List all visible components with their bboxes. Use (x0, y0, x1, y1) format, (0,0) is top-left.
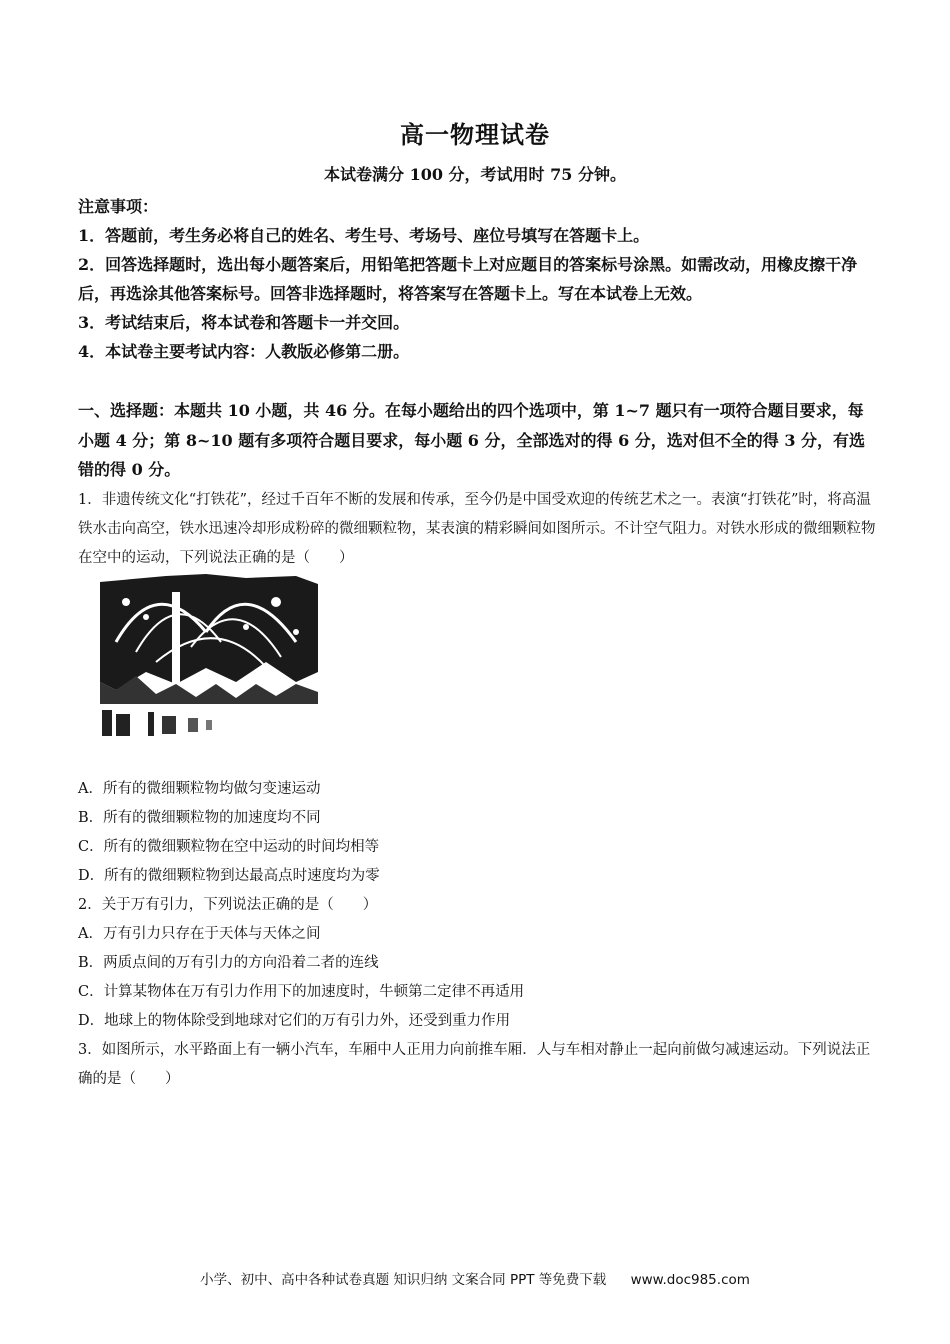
question-3-stem: 3．如图所示，水平路面上有一辆小汽车，车厢中人正用力向前推车厢．人与车相对静止一起向前做匀减速运动。下列说法正确的是（ ） (78, 1042, 871, 1087)
exam-subtitle: 本试卷满分 100 分，考试用时 75 分钟。 (324, 165, 626, 184)
question-1-stem: 1．非遗传统文化“打铁花”，经过千百年不断的发展和传承，至今仍是中国受欢迎的传统艺术之一。表演“打铁花”时，将高温铁水击向高空，铁水迅速冷却形成粉碎的微细颗粒物，某表演的精彩瞬间如图所示。不计空气阻力。对铁水形成的微细颗粒物在空中的运动，下列说法正确的是（ ） (78, 492, 876, 566)
section-heading: 一、选择题：本题共 10 小题，共 46 分。在每小题给出的四个选项中，第 1~7 题只有一项符合题目要求，每小题 4 分；第 8~10 题有多项符合题目要求，每小题 6 分，全部选对的得 6 分，选对但不全的得 3 分，有选错的得 0 分。 (78, 401, 866, 479)
footer-text: 小学、初中、高中各种试卷真题 知识归纳 文案合同 PPT 等免费下载 (200, 1272, 607, 1288)
notes-heading: 注意事项： (78, 197, 159, 216)
note-item: 3．考试结束后，将本试卷和答题卡一并交回。 (78, 313, 410, 332)
option-d: D．所有的微细颗粒物到达最高点时速度均为零 (78, 868, 380, 884)
footer-site-link[interactable]: www.doc985.com (630, 1272, 750, 1288)
question-list (78, 775, 878, 1094)
option-c: C．所有的微细颗粒物在空中运动的时间均相等 (78, 839, 380, 855)
iron-flower-figure (96, 572, 320, 740)
page-title: 高一物理试卷 (400, 120, 550, 149)
option-d: D．地球上的物体除受到地球对它们的万有引力外，还受到重力作用 (78, 1013, 511, 1029)
question-2-stem: 2．关于万有引力，下列说法正确的是（ ） (78, 897, 378, 913)
option-b: B．所有的微细颗粒物的加速度均不同 (78, 810, 321, 826)
note-item: 4．本试卷主要考试内容：人教版必修第二册。 (78, 342, 410, 361)
note-item: 2．回答选择题时，选出每小题答案后，用铅笔把答题卡上对应题目的答案标号涂黑。如需改动，用橡皮擦干净后，再选涂其他答案标号。回答非选择题时，将答案写在答题卡上。写在本试卷上无效。 (78, 255, 858, 303)
option-a: A．所有的微细颗粒物均做匀变速运动 (78, 781, 321, 797)
page-footer (0, 1268, 950, 1288)
option-c: C．计算某物体在万有引力作用下的加速度时，牛顿第二定律不再适用 (78, 984, 525, 1000)
notes-section (78, 192, 878, 366)
note-item: 1．答题前，考生务必将自己的姓名、考生号、考场号、座位号填写在答题卡上。 (78, 226, 650, 245)
option-b: B．两质点间的万有引力的方向沿着二者的连线 (78, 955, 379, 971)
option-a: A．万有引力只存在于天体与天体之间 (78, 926, 321, 942)
